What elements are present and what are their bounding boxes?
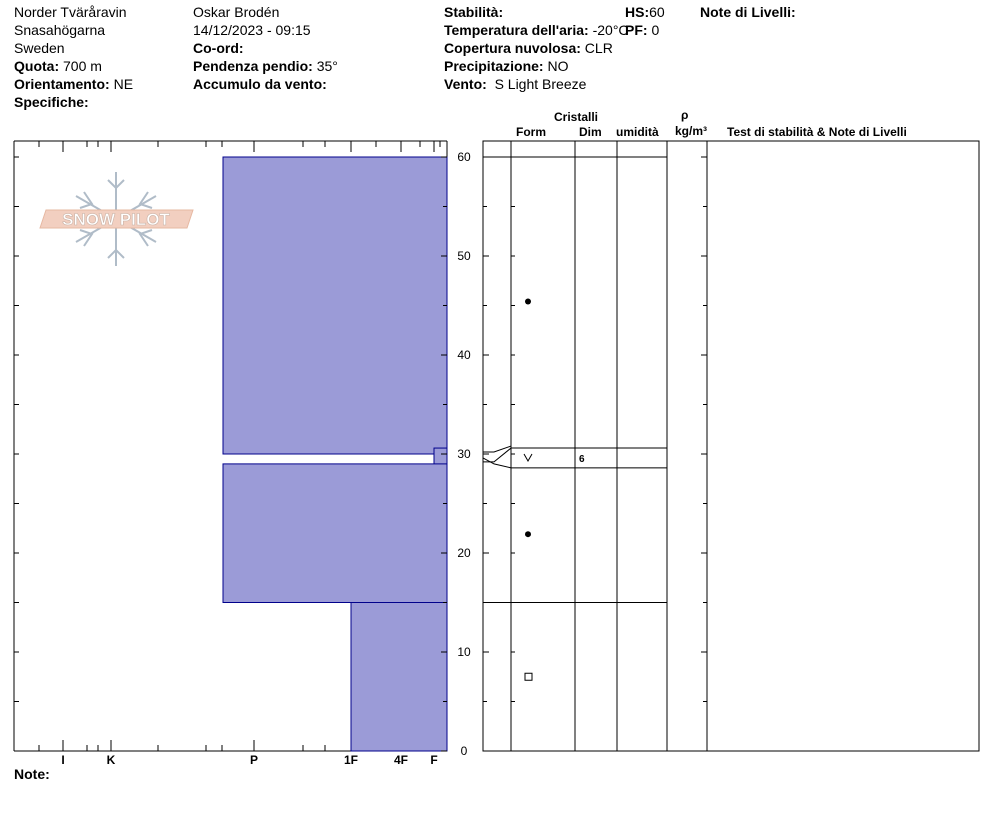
depth-label-0: 0 <box>460 744 468 758</box>
hardness-bar-2 <box>223 464 447 603</box>
depth-label-40: 40 <box>457 348 471 362</box>
hs-label: HS: <box>625 4 650 20</box>
depth-label-30: 30 <box>457 447 471 461</box>
crystals-header: Cristalli <box>554 110 599 124</box>
depth-label-60: 60 <box>457 150 471 164</box>
form-square-icon-3 <box>525 673 532 680</box>
hardness-bar-3 <box>351 603 447 752</box>
layer-notes-label: Note di Livelli: <box>700 4 796 20</box>
wind-value: S Light Breeze <box>494 76 587 92</box>
form-dot-icon-2 <box>525 531 531 537</box>
orientation-value: NE <box>113 76 134 92</box>
hardness-label-4F: 4F <box>393 753 409 767</box>
rho-header: ρ <box>681 108 689 122</box>
observation-datetime: 14/12/2023 - 09:15 <box>193 22 311 38</box>
cloud-label: Copertura nuvolosa: <box>444 40 581 56</box>
stability-notes-header: Test di stabilità & Note di Livelli <box>727 125 907 139</box>
pf-label: PF: <box>625 22 648 38</box>
slope-label: Pendenza pendio: <box>193 58 313 74</box>
air-temp-label: Temperatura dell'aria: <box>444 22 589 38</box>
quota-label: Quota: <box>14 58 60 74</box>
depth-label-50: 50 <box>457 249 471 263</box>
snowpilot-logo <box>40 172 193 266</box>
left-minor-ticks <box>14 157 19 751</box>
hardness-label-I: I <box>61 753 65 767</box>
quota-value: 700 m <box>63 58 102 74</box>
pf-value: 0 <box>651 22 660 38</box>
region-name: Snasahögarna <box>14 22 106 38</box>
density-unit-header: kg/m³ <box>675 124 708 138</box>
hardness-labels <box>61 753 437 767</box>
depth-label-20: 20 <box>457 546 471 560</box>
depth-label-10: 10 <box>457 645 471 659</box>
dim-header: Dim <box>579 125 602 139</box>
air-temp-value: -20°C <box>592 22 629 38</box>
wind-loading-label: Accumulo da vento: <box>193 76 327 92</box>
specifiche-label: Specifiche: <box>14 94 89 110</box>
observer-name: Oskar Brodén <box>193 4 280 20</box>
hardness-label-F: F <box>430 753 438 767</box>
cloud-value: CLR <box>584 40 613 56</box>
stability-label: Stabilità: <box>444 4 504 20</box>
hardness-label-P: P <box>249 753 259 767</box>
size-label-1: 6 <box>579 453 585 465</box>
form-dot-icon-0 <box>525 299 531 305</box>
hardness-label-K: K <box>106 753 116 767</box>
form-v-icon-1 <box>524 454 532 461</box>
location-name: Norder Tväråravin <box>14 4 127 20</box>
country-name: Sweden <box>14 40 65 56</box>
hs-value: 60 <box>649 4 665 20</box>
orientation-label: Orientamento: <box>14 76 110 92</box>
wind-label: Vento: <box>444 76 487 92</box>
slope-value: 35° <box>316 58 338 74</box>
hardness-label-1F: 1F <box>343 753 359 767</box>
coord-label: Co-ord: <box>193 40 244 56</box>
note-label: Note: <box>14 766 50 782</box>
crystal-table <box>483 141 979 751</box>
hardness-bars <box>223 157 447 751</box>
precip-label: Precipitazione: <box>444 58 544 74</box>
form-header: Form <box>516 125 546 139</box>
logo-text: SNOW PILOT <box>62 210 170 229</box>
hardness-bar-0 <box>223 157 447 454</box>
precip-value: NO <box>547 58 569 74</box>
moisture-header: umidità <box>616 125 659 139</box>
